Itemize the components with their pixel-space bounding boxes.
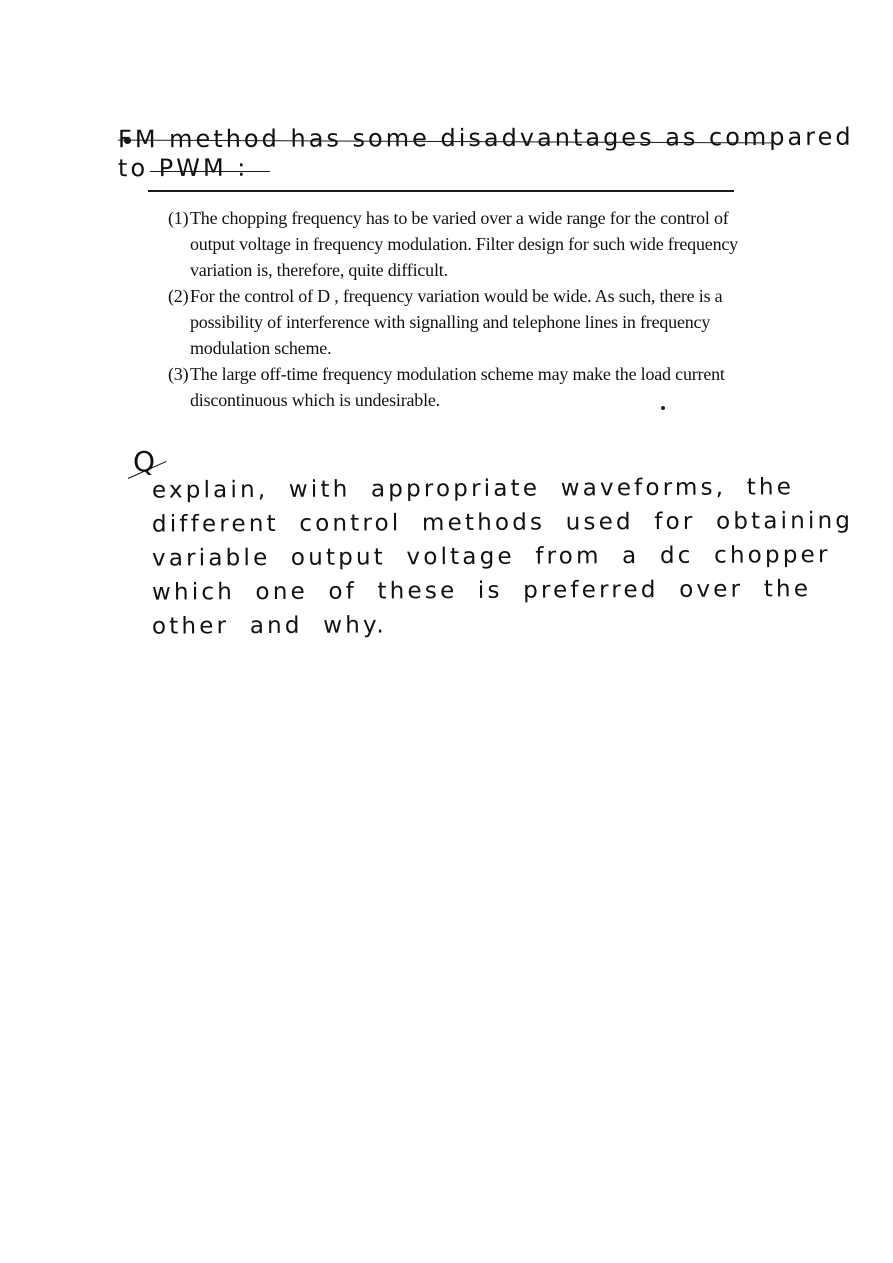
list-item-number: (1) xyxy=(168,208,189,228)
question-line-3: variable output voltage from a dc chopper xyxy=(151,542,831,572)
list-item-text: The large off-time frequency modulation scheme may make the load current discontinuous which is undesirable. xyxy=(190,364,725,410)
handwritten-question xyxy=(151,472,854,642)
struck-heading-line-1: FM method has some disadvantages as compared xyxy=(117,122,854,154)
list-item xyxy=(168,361,738,413)
question-line-2: different control methods used for obtaining xyxy=(151,507,854,538)
disadvantages-list xyxy=(168,205,738,413)
list-item-number: (2) xyxy=(168,286,189,306)
question-line-4: which one of these is preferred over the xyxy=(151,576,812,606)
list-item xyxy=(168,205,738,283)
stray-mark xyxy=(661,406,665,410)
list-item-text: The chopping frequency has to be varied over a wide range for the control of output voltage in frequency modulation. Filter design for such wide frequency variation is, therefore, quite difficult. xyxy=(190,208,738,280)
heading-underline xyxy=(148,190,734,192)
question-line-5: other and why. xyxy=(151,612,388,640)
question-line-1: explain, with appropriate waveforms, the xyxy=(151,474,795,504)
strikethrough-line-2 xyxy=(150,171,270,172)
question-label: Q xyxy=(133,445,156,478)
struck-heading-line-2: to PWM : xyxy=(117,153,249,183)
list-item xyxy=(168,283,738,361)
list-item-number: (3) xyxy=(168,364,189,384)
list-item-text: For the control of D , frequency variation would be wide. As such, there is a possibility of interference with signalling and telephone lines in frequency modulation scheme. xyxy=(190,286,723,358)
